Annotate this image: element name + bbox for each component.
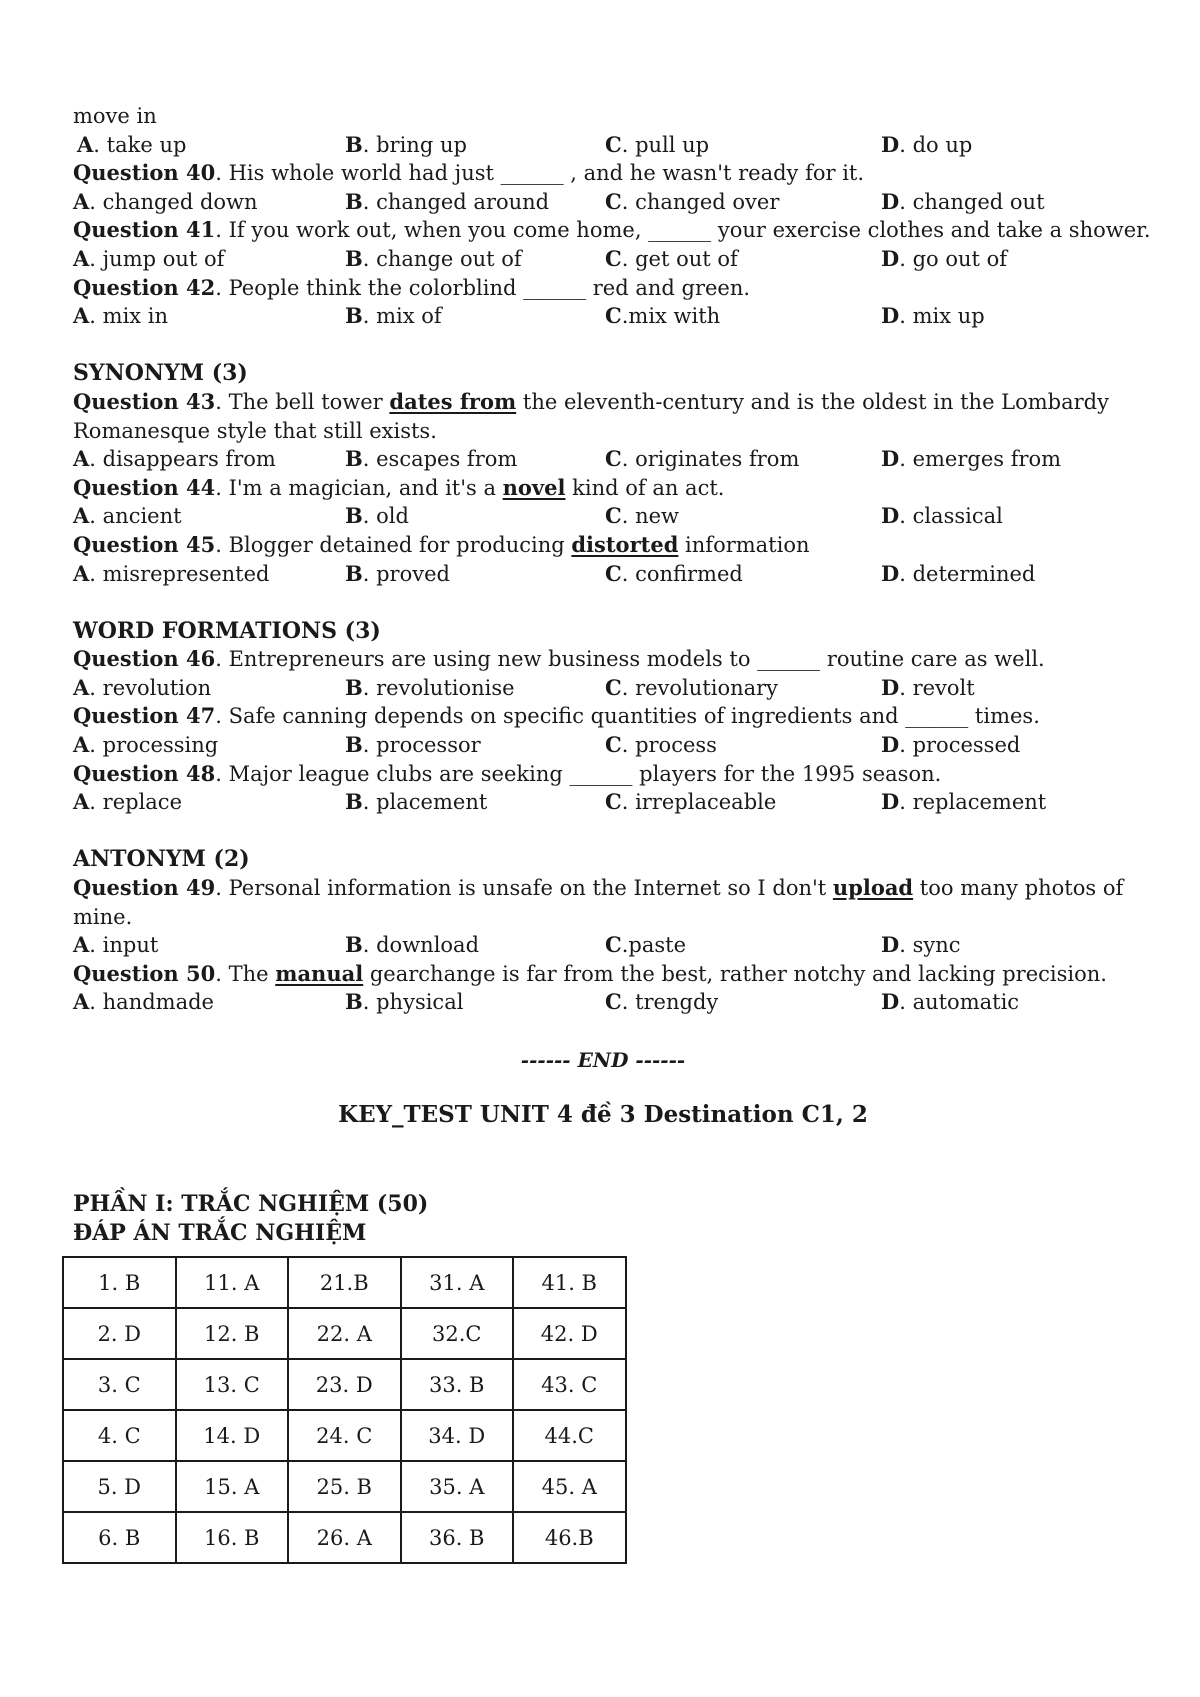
- answer-cell: 13. C: [176, 1359, 289, 1410]
- answer-cell: 14. D: [176, 1410, 289, 1461]
- option-a: A. ancient: [73, 503, 182, 529]
- option-a: A. jump out of: [73, 245, 225, 271]
- option-b: B. old: [345, 503, 409, 529]
- option-d: D. sync: [881, 932, 961, 958]
- q47-options: [73, 731, 1133, 760]
- option-d: D. go out of: [881, 245, 1008, 271]
- answer-cell: 4. C: [63, 1410, 176, 1461]
- answer-cell: 6. B: [63, 1512, 176, 1563]
- q48-options: [73, 788, 1133, 817]
- option-c: C. pull up: [605, 131, 710, 157]
- q45-options: [73, 560, 1133, 589]
- answer-heading: ĐÁP ÁN TRẮC NGHIỆM: [73, 1219, 367, 1246]
- option-a: A. misrepresented: [73, 560, 270, 586]
- question-45: Question 45. Blogger detained for producing distorted information: [73, 531, 810, 557]
- option-d: D. classical: [881, 503, 1003, 529]
- option-a: A. handmade: [73, 989, 214, 1015]
- q43-options: [73, 445, 1133, 474]
- answer-cell: 35. A: [401, 1461, 514, 1512]
- answer-cell: 45. A: [513, 1461, 626, 1512]
- question-50: Question 50. The manual gearchange is far from the best, rather notchy and lacking precision.: [73, 960, 1107, 986]
- option-c: C. process: [605, 732, 717, 758]
- answer-cell: 31. A: [401, 1257, 514, 1308]
- option-a: A. processing: [73, 732, 219, 758]
- synonym-heading: SYNONYM (3): [73, 360, 248, 387]
- option-b: B. changed around: [345, 188, 550, 214]
- option-a: A. disappears from: [73, 446, 276, 472]
- option-b: B. placement: [345, 789, 488, 815]
- answer-cell: 3. C: [63, 1359, 176, 1410]
- option-c: C. changed over: [605, 188, 780, 214]
- q49-options: [73, 931, 1133, 960]
- option-a: A. mix in: [73, 303, 169, 329]
- option-d: D. processed: [881, 732, 1021, 758]
- table-row: [63, 1410, 626, 1461]
- table-row: [63, 1512, 626, 1563]
- answer-cell: 11. A: [176, 1257, 289, 1308]
- answer-cell: 16. B: [176, 1512, 289, 1563]
- answer-cell: 43. C: [513, 1359, 626, 1410]
- q42-options: [73, 302, 1133, 331]
- answer-cell: 42. D: [513, 1308, 626, 1359]
- option-b: B. processor: [345, 732, 481, 758]
- question-43: Question 43. The bell tower dates from the eleventh-century and is the oldest in the Lombardy: [73, 388, 1109, 414]
- answer-cell: 26. A: [288, 1512, 401, 1563]
- answer-cell: 32.C: [401, 1308, 514, 1359]
- option-a: A. input: [73, 932, 159, 958]
- answer-cell: 44.C: [513, 1410, 626, 1461]
- q46-options: [73, 674, 1133, 703]
- question-47: Question 47. Safe canning depends on specific quantities of ingredients and ______ times.: [73, 703, 1040, 729]
- answer-cell: 23. D: [288, 1359, 401, 1410]
- option-c: C.mix with: [605, 303, 721, 329]
- question-40: Question 40. His whole world had just ______ , and he wasn't ready for it.: [73, 160, 865, 186]
- option-d: D. replacement: [881, 789, 1047, 815]
- answer-cell: 25. B: [288, 1461, 401, 1512]
- answer-cell: 36. B: [401, 1512, 514, 1563]
- table-row: [63, 1359, 626, 1410]
- answer-cell: 5. D: [63, 1461, 176, 1512]
- option-d: D. determined: [881, 560, 1036, 586]
- option-d: D. automatic: [881, 989, 1020, 1015]
- table-row: [63, 1461, 626, 1512]
- exam-page: [73, 102, 1151, 1247]
- question-46: Question 46. Entrepreneurs are using new business models to ______ routine care as well.: [73, 646, 1045, 672]
- table-row: [63, 1257, 626, 1308]
- question-49: Question 49. Personal information is unsafe on the Internet so I don't upload too many photos of: [73, 875, 1124, 901]
- answer-cell: 46.B: [513, 1512, 626, 1563]
- option-c: C. originates from: [605, 446, 800, 472]
- option-b: B. physical: [345, 989, 464, 1015]
- top-fragment: move in: [73, 104, 157, 128]
- answer-cell: 22. A: [288, 1308, 401, 1359]
- option-c: C.paste: [605, 932, 687, 958]
- question-48: Question 48. Major league clubs are seeking ______ players for the 1995 season.: [73, 760, 942, 786]
- answer-cell: 12. B: [176, 1308, 289, 1359]
- word-formation-heading: WORD FORMATIONS (3): [73, 617, 381, 644]
- question-43-cont: Romanesque style that still exists.: [73, 418, 437, 443]
- answer-cell: 15. A: [176, 1461, 289, 1512]
- option-d: D. do up: [881, 131, 973, 157]
- option-b: B. download: [345, 932, 480, 958]
- q44-options: [73, 502, 1133, 531]
- option-a: A. changed down: [73, 188, 258, 214]
- answer-cell: 33. B: [401, 1359, 514, 1410]
- end-marker: ------ END ------: [520, 1047, 686, 1072]
- answer-cell: 41. B: [513, 1257, 626, 1308]
- part-heading: PHẦN I: TRẮC NGHIỆM (50): [73, 1191, 429, 1218]
- answer-cell: 1. B: [63, 1257, 176, 1308]
- answer-cell: 24. C: [288, 1410, 401, 1461]
- option-b: B. change out of: [345, 245, 522, 271]
- table-row: [63, 1308, 626, 1359]
- option-d: D. mix up: [881, 303, 985, 329]
- answer-cell: 2. D: [63, 1308, 176, 1359]
- q50-options: [73, 988, 1133, 1017]
- q39-options: [73, 131, 1133, 160]
- option-b: B. mix of: [345, 303, 442, 329]
- answer-cell: 34. D: [401, 1410, 514, 1461]
- option-c: C. irreplaceable: [605, 789, 777, 815]
- option-c: C. revolutionary: [605, 674, 779, 700]
- option-b: B. bring up: [345, 131, 467, 157]
- answer-key-table: [62, 1256, 627, 1564]
- option-d: D. emerges from: [881, 446, 1062, 472]
- question-49-cont: mine.: [73, 904, 133, 929]
- option-d: D. changed out: [881, 188, 1045, 214]
- option-a: A. revolution: [73, 674, 212, 700]
- option-d: D. revolt: [881, 674, 975, 700]
- option-c: C. trengdy: [605, 989, 719, 1015]
- option-a: A. take up: [77, 131, 187, 157]
- option-c: C. get out of: [605, 245, 738, 271]
- q41-options: [73, 245, 1133, 274]
- question-44: Question 44. I'm a magician, and it's a novel kind of an act.: [73, 474, 725, 500]
- option-c: C. new: [605, 503, 680, 529]
- option-c: C. confirmed: [605, 560, 743, 586]
- q40-options: [73, 188, 1133, 217]
- question-41: Question 41. If you work out, when you come home, ______ your exercise clothes and take a shower.: [73, 217, 1151, 243]
- antonym-heading: ANTONYM (2): [73, 846, 250, 873]
- answer-key-title: KEY_TEST UNIT 4 đề 3 Destination C1, 2: [338, 1101, 868, 1129]
- question-42: Question 42. People think the colorblind ______ red and green.: [73, 274, 751, 300]
- answer-cell: 21.B: [288, 1257, 401, 1308]
- option-b: B. escapes from: [345, 446, 518, 472]
- option-a: A. replace: [73, 789, 182, 815]
- option-b: B. revolutionise: [345, 674, 515, 700]
- option-b: B. proved: [345, 560, 450, 586]
